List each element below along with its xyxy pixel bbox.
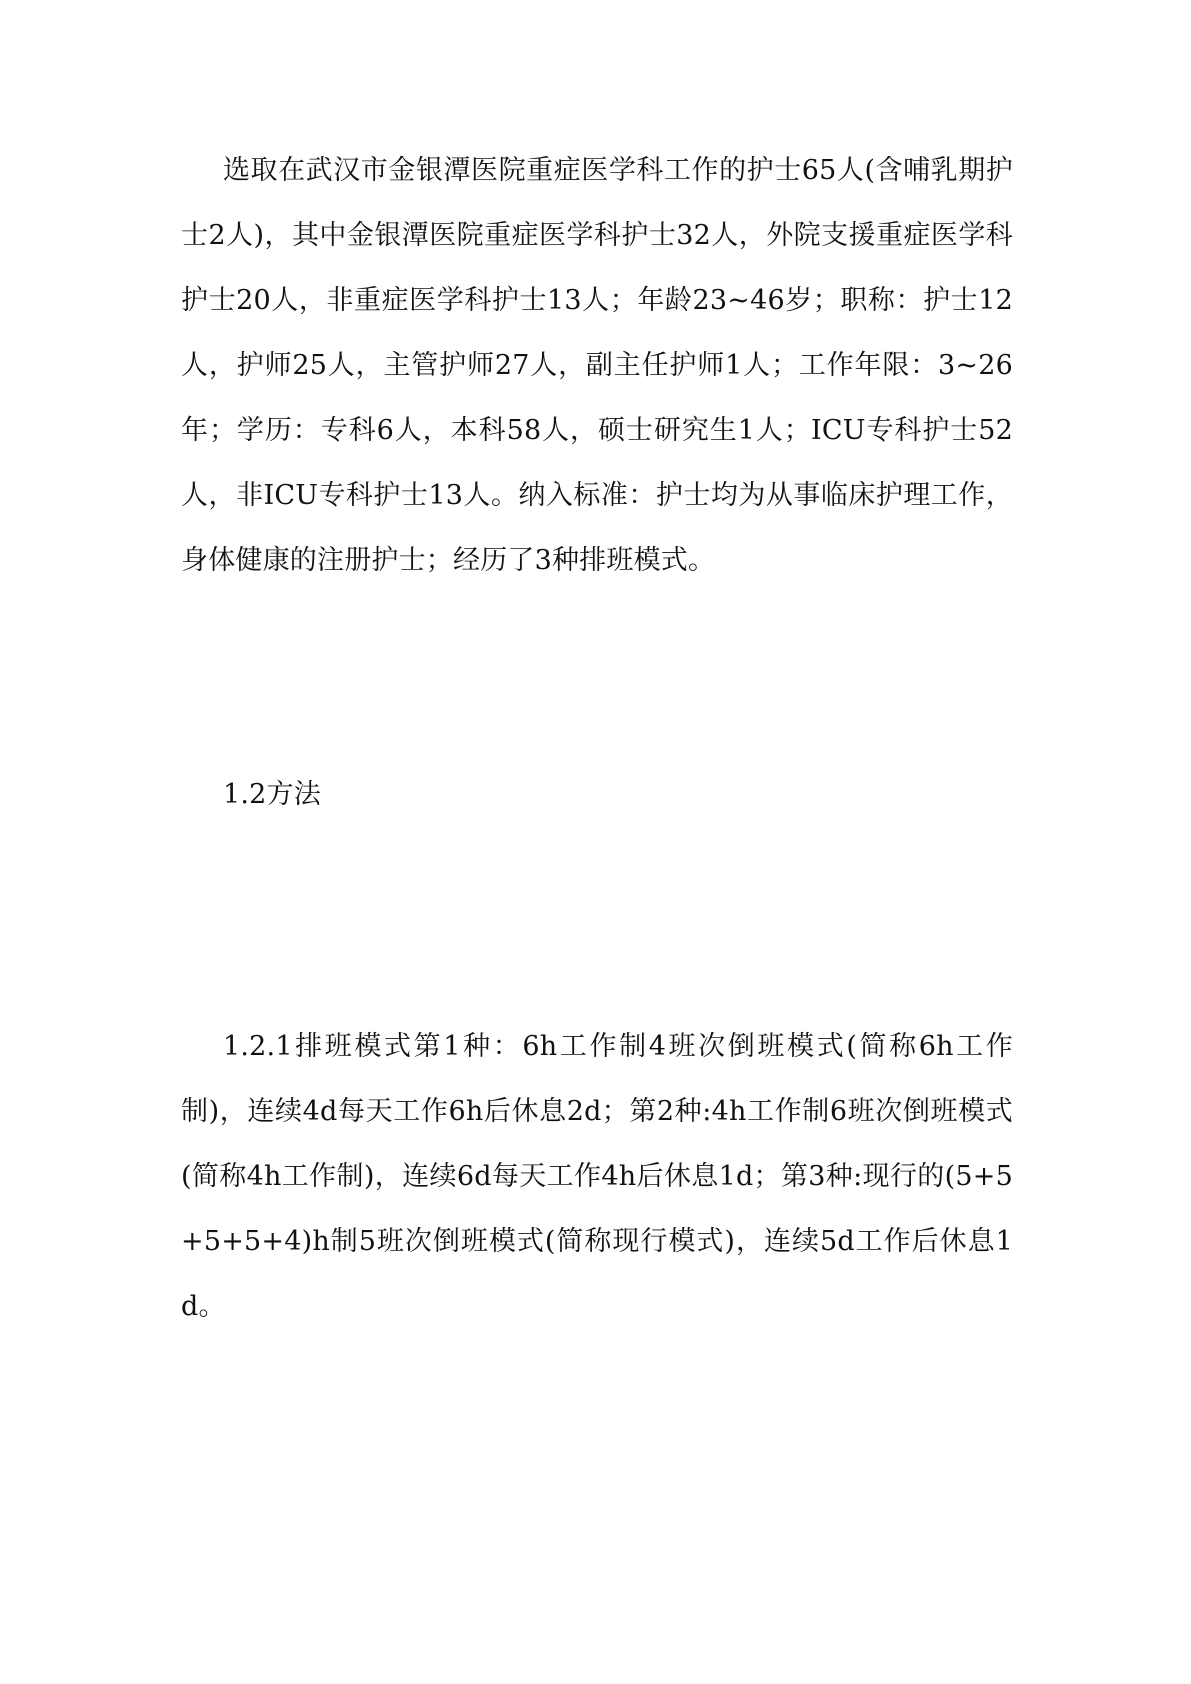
section-heading-methods: 1.2方法 <box>223 779 321 810</box>
paragraph-study-subjects: 选取在武汉市金银潭医院重症医学科工作的护士65人(含哺乳期护士2人)，其中金银潭医院重症医学科护士32人，外院支援重症医学科护士20人，非重症医学科护士13人；年龄23~46岁；职称：护士12人，护师25人，主管护师27人，副主任护师1人；工作年限：3~26年；学历：专科6人，本科58人，硕士研究生1人；ICU专科护士52人，非ICU专科护士13人。纳入标准：护士均为从事临床护理工作，身体健康的注册护士；经历了3种排班模式。 <box>181 155 1013 576</box>
paragraph-scheduling-modes: 1.2.1排班模式第1种：6h工作制4班次倒班模式(简称6h工作制)，连续4d每天工作6h后休息2d；第2种:4h工作制6班次倒班模式(简称4h工作制)，连续6d每天工作4h后休息1d；第3种:现行的(5+5+5+5+4)h制5班次倒班模式(简称现行模式)，连续5d工作后休息1d。 <box>181 1031 1013 1322</box>
